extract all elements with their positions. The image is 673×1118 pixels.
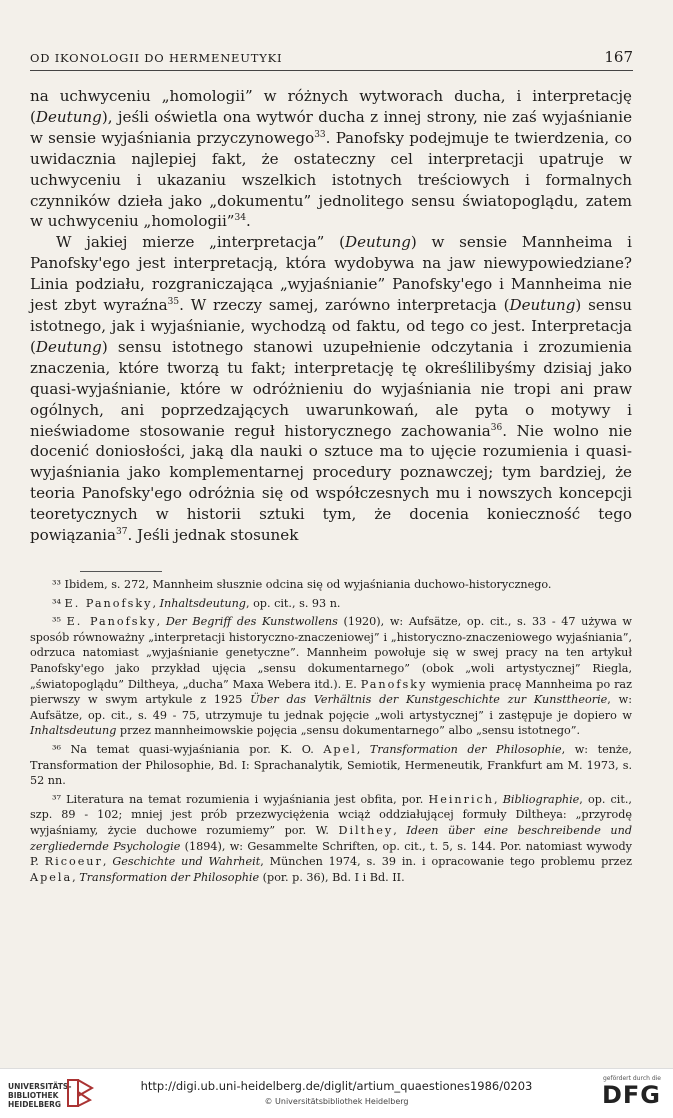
text-run: , xyxy=(72,870,80,884)
text-run: ) sensu istotnego, jak i wyjaśnianie, wychodzą od faktu, od tego co jest. Interpretacja ( xyxy=(30,296,633,356)
text-run: . Nie wolno nie docenić doniosłości, jaką dla nauki o sztuce ma to ujęcie rozumienia i quasi-wyjaśniania jako komplementarnej procedury poznawczej; tym bardziej, że teoria Panofsky'ego odróżnia się od współczesnych mu i nowszych koncepcji teoretycznych w historii sztuki tym, że docenia konieczność tego powiązania xyxy=(30,421,632,545)
work-title: Inhaltsdeutung xyxy=(159,596,246,610)
text-run: (por. p. 36), Bd. I i Bd. II. xyxy=(259,870,405,884)
work-title: Geschichte und Wahrheit xyxy=(112,855,261,869)
text-run: , xyxy=(494,792,503,806)
text-run: (1894), w: Gesammelte Schriften, op. cit., t. 5, s. 144. Por. natomiast wywody P. xyxy=(30,839,632,869)
footnote-36 xyxy=(30,742,632,789)
footnote-number: ³⁵ xyxy=(52,615,61,629)
work-title: Transformation der Philosophie xyxy=(369,742,562,756)
work-title: Ideen über eine beschreibende und zergliedernde Psychologie xyxy=(30,823,632,853)
permalink-url[interactable]: http://digi.ub.uni-heidelberg.de/diglit/artium_quaestiones1986/0203 xyxy=(140,1079,533,1093)
text-run: ), jeśli oświetla ona wytwór ducha z innej strony, nie zaś wyjaśnianie w sensie wyjaśniania przyczynowego xyxy=(30,107,632,147)
text-run: , op. cit., szp. 89 - 102; mniej jest prób przezwyciężenia wciąż oddziałującej formuły Diltheya: „przyrodę wyjaśniamy, życie duchowe rozumiemy” por. W. xyxy=(30,792,632,837)
paragraph-2 xyxy=(30,232,632,546)
text-run: . W rzeczy samej, zarówno interpretacja ( xyxy=(179,296,510,315)
library-name-line: HEIDELBERG xyxy=(8,1100,62,1109)
main-text xyxy=(30,86,632,546)
text-run: , w: Aufsätze, op. cit., s. 49 - 75, utrzymuje tu jednak pojęcie „woli artystycznej” i zastępuje je dopiero w xyxy=(30,693,632,722)
dfg-caption: gefördert durch die xyxy=(603,1075,661,1082)
footnote-divider xyxy=(80,571,162,572)
text-run: . Jeśli jednak stosunek xyxy=(127,526,299,545)
library-name-line: UNIVERSITÄTS- xyxy=(8,1082,72,1091)
work-title: Transformation der Philosophie xyxy=(79,870,260,884)
dfg-logo[interactable] xyxy=(591,1075,661,1108)
text-run: ) w sensie Mannheima i Panofsky'ego jest interpretacją, która wydobywa na jaw niewypowiedziane? Linia podziału, rozgraniczająca „wyjaśnianie” Panofsky'ego i Mannheima nie jest zbyt wyraźna xyxy=(30,233,632,315)
text-run: W jakiej mierze „interpretacja” ( xyxy=(56,233,345,252)
author-name: Panofsky xyxy=(360,677,428,691)
text-run: , xyxy=(393,823,407,837)
work-title: Bibliographie xyxy=(502,792,580,806)
footnote-number: ³⁶ xyxy=(52,742,61,756)
text-run: , xyxy=(152,596,160,610)
author-name: Dilthey xyxy=(338,823,394,837)
work-title: Über das Verhältnis der Kunstgeschichte zur Kunsttheorie xyxy=(250,693,608,707)
footnote-35 xyxy=(30,614,632,739)
copyright-notice: © Universitätsbibliothek Heidelberg xyxy=(264,1097,409,1106)
footnote-ref-35[interactable]: 35 xyxy=(167,297,180,308)
viewer-footer xyxy=(0,1068,673,1118)
text-run: , xyxy=(102,855,113,869)
italic-term: Deutung xyxy=(35,337,102,356)
page-number: 167 xyxy=(604,48,633,66)
paragraph-1 xyxy=(30,86,632,232)
footnote-ref-36[interactable]: 36 xyxy=(490,422,503,433)
footnote-ref-37[interactable]: 37 xyxy=(116,527,128,537)
text-run: , op. cit., s. 93 n. xyxy=(245,596,341,610)
work-title: Inhaltsdeutung xyxy=(30,724,117,738)
text-run: (1920), w: Aufsätze, op. cit., s. 33 - 47 używa w sposób równoważny „interpretacji historyczno-znaczeniowej” i „historyczno-znaczeniowego wyjaśniania”, odrzuca natomiast „wyjaśnianie genetyczne”. Mannheim powołuje się w swej pracy na ten artykuł Panofsky'ego jako przykład ujęcia „sensu dokumentarnego” (obok „woli artystycznej” Riegla, „światopoglądu” Diltheya, „ducha” Maxa Webera itd.). E. xyxy=(30,615,632,691)
text-run: Na temat quasi-wyjaśniania por. K. O. xyxy=(60,742,324,756)
footnote-ref-34[interactable]: 34 xyxy=(234,213,246,224)
author-name: Apela xyxy=(30,870,73,884)
text-run: , xyxy=(156,615,166,629)
author-name: Heinrich xyxy=(428,792,495,806)
italic-term: Deutung xyxy=(35,107,102,126)
author-name: Apel xyxy=(323,742,357,756)
author-name: E. Panofsky xyxy=(64,596,153,610)
work-title: Der Begriff des Kunstwollens xyxy=(165,615,338,629)
library-name-line: BIBLIOTHEK xyxy=(8,1091,59,1100)
footnote-37 xyxy=(30,792,632,886)
text-run: , w: tenże, Transformation der Philosophie, Bd. I: Sprachanalytik, Semiotik, Hermeneutik, Frankfurt am M. 1973, s. 52 nn. xyxy=(30,742,632,788)
footnote-number: ³⁴ xyxy=(52,596,61,610)
author-name: Ricoeur xyxy=(44,855,103,869)
text-run: Literatura na temat rozumienia i wyjaśniania jest obfita, por. xyxy=(60,792,429,806)
footnote-34 xyxy=(30,596,632,612)
text-run: przez mannheimowskie pojęcia „sensu dokumentarnego” albo „sensu istotnego”. xyxy=(116,724,581,738)
footnote-number: ³⁷ xyxy=(52,792,61,806)
text-run: ) sensu istotnego stanowi uzupełnienie odczytania i zrozumienia znaczenia, które tworzą tu fakt; interpretację tę określilibyśmy dzisiaj jako quasi-wyjaśnianie, które w odróżnieniu do wyjaśniania nie tropi ani praw ogólnych, ani poprzedzających uwarunkowań, ale pyta o motywy i nieświadome stosowanie reguł historycznego zachowania xyxy=(30,337,632,440)
text-run: , xyxy=(356,742,370,756)
text-run: . xyxy=(245,212,251,231)
footnote-33: ³³ Ibidem, s. 272, Mannheim słusznie odcina się od wyjaśniania duchowo-historycznego. xyxy=(52,578,552,591)
text-run: . Panofsky podejmuje te twierdzenia, co uwidacznia najlepiej fakt, że ostateczny cel interpretacji upatruje w uchwyceniu i ukazaniu wszelkich istotnych treściowych i formalnych czynników dzieła jako „dokumentu” jednolitego sensu światopoglądu, zatem w uchwyceniu „homologii” xyxy=(30,128,632,231)
footnotes xyxy=(30,577,632,888)
italic-term: Deutung xyxy=(344,233,411,252)
running-head xyxy=(30,48,633,71)
dfg-wordmark: DFG xyxy=(601,1081,661,1109)
text-run: wymienia pracę Mannheima po raz pierwszy w swym artykule z 1925 xyxy=(30,677,632,707)
author-name: E. Panofsky xyxy=(66,615,157,629)
running-title: OD IKONOLOGII DO HERMENEUTYKI xyxy=(30,51,283,65)
text-run: na uchwyceniu „homologii” w różnych wytworach ducha, i interpretację ( xyxy=(30,87,632,126)
footnote-ref-33[interactable]: 33 xyxy=(314,129,326,140)
italic-term: Deutung xyxy=(509,296,576,315)
text-run: , München 1974, s. 39 in. i opracowanie tego problemu przez xyxy=(260,855,632,869)
